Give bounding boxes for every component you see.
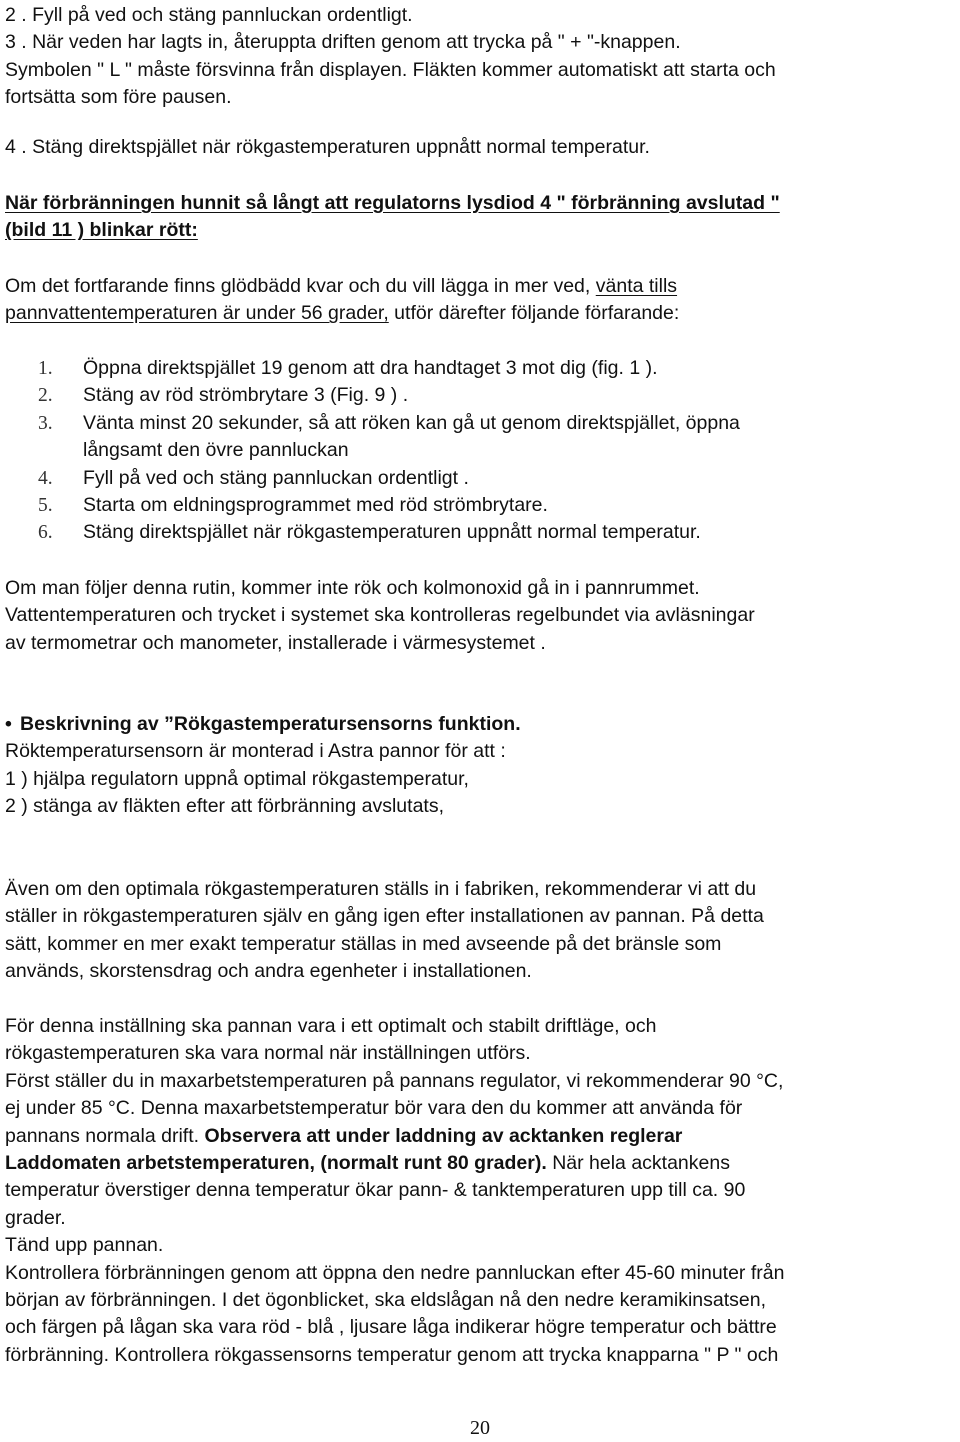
step-item	[5, 519, 957, 546]
heading-text: Beskrivning av ”Rökgastemperatursensorns funktion.	[20, 713, 521, 735]
paragraph-routine	[5, 575, 957, 657]
step-item	[5, 410, 957, 465]
bold-text: Laddomaten arbetstemperaturen, (normalt runt 80 grader).	[5, 1152, 547, 1175]
list-item: 4 . Stäng direktspjället när rökgastemperaturen uppnått normal temperatur.	[5, 136, 650, 158]
paragraph-line: Tänd upp pannan.	[5, 1234, 164, 1257]
heading-line: När förbränningen hunnit så långt att regulatorns lysdiod 4 " förbränning avslutad "	[5, 192, 780, 214]
step-number: 3.	[38, 412, 53, 434]
paragraph-line: används, skorstensdrag och andra egenheter i installationen.	[5, 960, 532, 983]
underlined-text: pannvattentemperaturen är under 56 grader,	[5, 302, 389, 325]
step-text: Vänta minst 20 sekunder, så att röken kan gå ut genom direktspjället, öppna	[83, 411, 740, 434]
paragraph-factory-setting	[5, 876, 957, 986]
paragraph-line: Vattentemperaturen och trycket i systemet ska kontrolleras regelbundet via avläsningar	[5, 604, 755, 627]
section-heading	[5, 711, 957, 738]
step-item	[5, 492, 957, 519]
step-item	[5, 355, 957, 382]
paragraph-setting-procedure	[5, 1013, 957, 1369]
heading-line: (bild 11 ) blinkar rött:	[5, 219, 198, 242]
paragraph-line: rökgastemperaturen ska vara normal när inställningen utförs.	[5, 1042, 531, 1065]
step-number: 1.	[38, 358, 53, 379]
paragraph-line: ej under 85 °C. Denna maxarbetstemperatur bör vara den du kommer att använda för	[5, 1097, 743, 1120]
section-heading-combustion-finished	[5, 190, 957, 245]
paragraph-line	[5, 1150, 957, 1177]
step-item	[5, 382, 957, 409]
step-text: Fyll på ved och stäng pannluckan ordentligt .	[83, 466, 469, 489]
paragraph-line: temperatur överstiger denna temperatur ökar pann- & tanktemperaturen upp till ca. 90	[5, 1179, 746, 1202]
underlined-text: vänta tills	[595, 275, 678, 297]
paragraph-line: Om man följer denna rutin, kommer inte rök och kolmonoxid gå in i pannrummet.	[5, 577, 700, 599]
step-text: Stäng av röd strömbrytare 3 (Fig. 9 ) .	[83, 384, 409, 407]
paragraph-add-wood	[5, 273, 957, 328]
bold-text: Observera att under laddning av acktanken reglerar	[204, 1124, 683, 1147]
paragraph-line: Röktemperatursensorn är monterad i Astra pannor för att :	[5, 740, 506, 763]
text-run: När hela acktankens	[546, 1152, 730, 1175]
step-number: 6.	[38, 522, 53, 544]
paragraph-line: 1 ) hjälpa regulatorn uppnå optimal rökgastemperatur,	[5, 767, 469, 790]
step-text: långsamt den övre pannluckan	[83, 439, 349, 462]
paragraph-line: av termometrar och manometer, installerade i värmesystemet .	[5, 631, 546, 654]
page-number: 20	[470, 1417, 490, 1439]
step-text: Starta om eldningsprogrammet med röd strömbrytare.	[83, 494, 548, 517]
paragraph-line: Kontrollera förbränningen genom att öppna den nedre pannluckan efter 45-60 minuter från	[5, 1261, 785, 1284]
paragraph-line: 2 ) stänga av fläkten efter att förbränning avslutats,	[5, 795, 444, 818]
list-item: 3 . När veden har lagts in, återuppta driften genom att trycka på " + "-knappen.	[5, 31, 681, 54]
text-run: utför därefter följande förfarande:	[388, 302, 680, 325]
paragraph-line	[5, 273, 957, 300]
paragraph-line: förbränning. Kontrollera rökgassensorns temperatur genom att trycka knapparna " P " och	[5, 1343, 779, 1366]
paragraph-line	[5, 300, 957, 327]
step-number: 2.	[38, 385, 53, 407]
step-item	[5, 465, 957, 492]
numbered-steps-list	[5, 355, 957, 547]
paragraph-line: början av förbränningen. I det ögonblicket, ska eldslågan nå den nedre keramikinsatsen,	[5, 1289, 766, 1312]
paragraph-line: ställer in rökgastemperaturen själv en gång igen efter installationen av pannan. På detta	[5, 905, 764, 928]
step-number: 5.	[38, 495, 53, 517]
continued-instruction-list	[5, 2, 957, 112]
bullet-icon: •	[5, 713, 12, 735]
step-text: Stäng direktspjället när rökgastemperaturen uppnått normal temperatur.	[83, 521, 701, 544]
paragraph-line: sätt, kommer en mer exakt temperatur ställas in med avseende på det bränsle som	[5, 932, 722, 955]
step-text: Öppna direktspjället 19 genom att dra handtaget 3 mot dig (fig. 1 ).	[83, 357, 658, 379]
paragraph-line: Även om den optimala rökgastemperaturen ställs in i fabriken, rekommenderar vi att du	[5, 878, 757, 900]
paragraph-line: och färgen på lågan ska vara röd - blå , ljusare låga indikerar högre temperatur och bättre	[5, 1316, 777, 1339]
paragraph-line: grader.	[5, 1206, 66, 1229]
step-number: 4.	[38, 467, 53, 489]
section-flue-gas-sensor	[5, 711, 957, 821]
list-item-4	[5, 134, 957, 161]
text-run: pannans normala drift.	[5, 1124, 205, 1147]
list-item: 2 . Fyll på ved och stäng pannluckan ordentligt.	[5, 4, 413, 26]
paragraph-line: Först ställer du in maxarbetstemperaturen på pannans regulator, vi rekommenderar 90 °C,	[5, 1069, 784, 1092]
text-run: Om det fortfarande finns glödbädd kvar och du vill lägga in mer ved,	[5, 275, 596, 297]
paragraph-line	[5, 1123, 957, 1150]
list-item-continuation: fortsätta som före pausen.	[5, 86, 232, 109]
paragraph-line: För denna inställning ska pannan vara i ett optimalt och stabilt driftläge, och	[5, 1015, 657, 1037]
list-item-continuation: Symbolen " L " måste försvinna från displayen. Fläkten kommer automatiskt att starta och	[5, 58, 776, 81]
